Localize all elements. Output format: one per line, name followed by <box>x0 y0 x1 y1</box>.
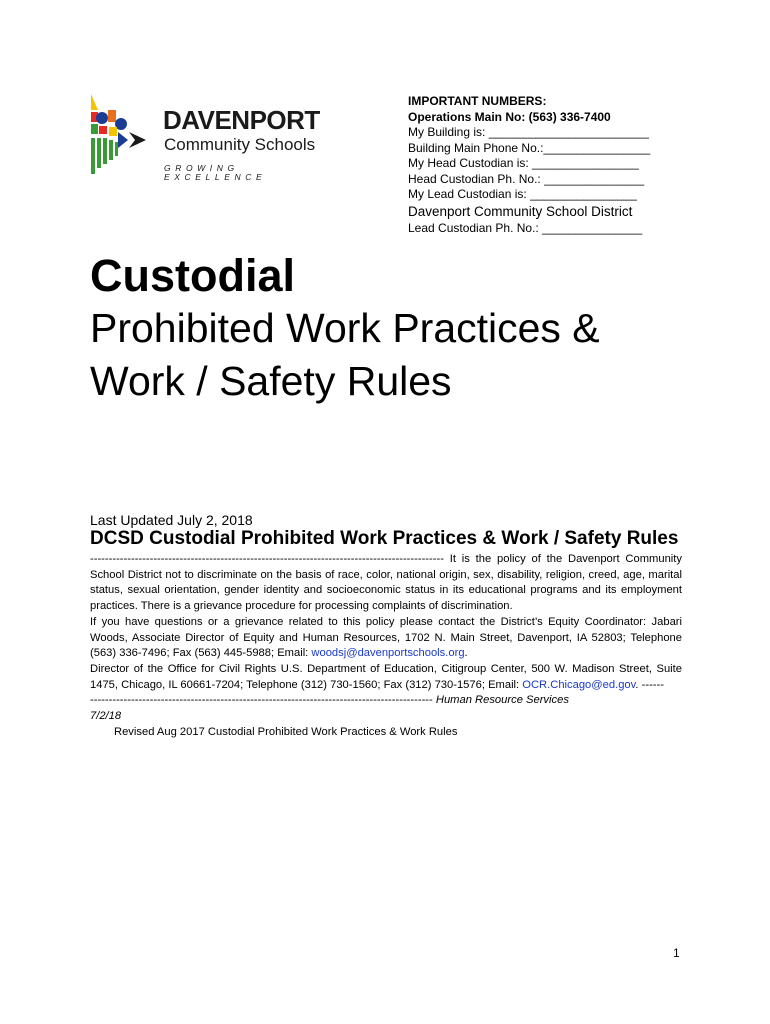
section-heading: DCSD Custodial Prohibited Work Practices & Work / Safety Rules <box>90 528 679 549</box>
page-number: 1 <box>673 946 680 960</box>
logo-subtitle: Community Schools <box>164 135 316 154</box>
logo-tagline: GROWING EXCELLENCE <box>164 163 267 182</box>
revision-note: Revised Aug 2017 Custodial Prohibited Work Practices & Work Rules <box>114 725 458 738</box>
hr-date: 7/2/18 <box>90 710 122 723</box>
ocr-email-link[interactable]: OCR.Chicago@ed.gov <box>522 678 636 691</box>
hr-line <box>90 693 682 709</box>
lead-custodian-phone-line: Lead Custodian Ph. No.: _______________ <box>408 220 643 235</box>
lead-custodian-line: My Lead Custodian is: ________________ <box>408 187 637 201</box>
head-custodian-line: My Head Custodian is: ________________ <box>408 156 639 170</box>
logo-name: DAVENPORT <box>163 105 320 135</box>
policy-statement <box>90 552 682 740</box>
district-logo <box>88 92 328 180</box>
numbers-heading: IMPORTANT NUMBERS: <box>408 94 547 108</box>
document-title: Custodial <box>90 250 296 301</box>
dash-separator: ----------------------------------------------------------------------------------------------- <box>90 553 444 565</box>
my-building-line: My Building is: ________________________ <box>408 125 649 139</box>
policy-paragraph-3: Director of the Office for Civil Rights U.S. Department of Education, Citigroup Center, 500 W. Madison Street, Suite 1475, Chicago, IL 60661-7204; Telephone (312) 730-1560; Fax (312) 730-1576; Email: OCR.Chicago@ed.gov. ------ <box>90 662 682 691</box>
policy-paragraph-1: ----------------------------------------------------------------------------------------------- It is the policy of the Davenport Community School District not to discriminate on the basis of race, color, national origin, sex, disability, religion, creed, age, marital status, sexual orientation, gender identity and socioeconomic status in its educational programs and its employment practices. There is a grievance procedure for processing complaints of discrimination. <box>90 553 682 613</box>
building-phone-line: Building Main Phone No.:________________ <box>408 140 651 155</box>
last-updated: Last Updated July 2, 2018 <box>90 512 253 528</box>
district-name: Davenport Community School District <box>408 203 633 219</box>
hr-department: Human Resource Services <box>432 694 569 707</box>
head-custodian-phone-line: Head Custodian Ph. No.: _______________ <box>408 171 645 186</box>
dash-separator: -------------------------------------------------------------------------------------------- <box>90 694 433 707</box>
logo-mark-icon <box>88 92 158 180</box>
document-subtitle <box>90 302 600 408</box>
policy-paragraph-2: If you have questions or a grievance related to this policy please contact the District’s Equity Coordinator: Jabari Woods, Associate Director of Equity and Human Resources, 1702 N. Main Street, Davenport, IA 52803; Telephone (563) 336-7496; Fax (563) 445-5988; Email: woodsj@davenportschools.org. <box>90 615 682 660</box>
subtitle-line-1: Prohibited Work Practices & <box>90 305 600 351</box>
important-numbers <box>408 94 650 236</box>
operations-number: Operations Main No: (563) 336-7400 <box>408 109 611 124</box>
subtitle-line-2: Work / Safety Rules <box>90 358 452 404</box>
equity-email-link[interactable]: woodsj@davenportschools.org <box>311 647 465 660</box>
